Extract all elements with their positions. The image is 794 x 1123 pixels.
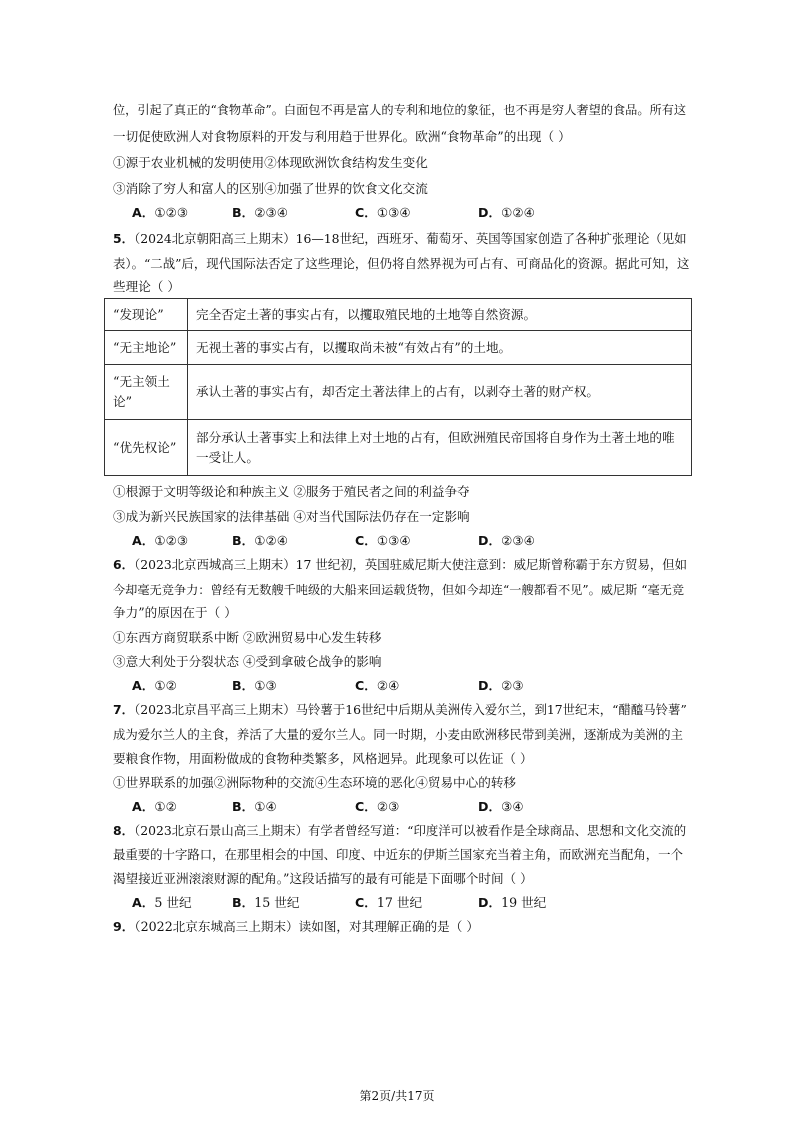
question-8-line: 渴望接近亚洲滚滚财源的配角。”这段话描写的最有可能是下面哪个时间（ ） (113, 871, 533, 886)
question-5-line: ①根源于文明等级论和种族主义 ②服务于殖民者之间的利益争夺 (113, 484, 470, 499)
table-row (105, 365, 692, 420)
question-7-line: ①世界联系的加强②洲际物种的交流④生态环境的恶化④贸易中心的转移 (113, 775, 516, 790)
theory-name: “无主地论” (105, 331, 188, 365)
option-c: C．①③④ (355, 533, 411, 548)
question-7-line: 要粮食作物，用面粉做成的食物种类繁多，风格迥异。此现象可以佐证（ ） (113, 751, 533, 766)
option-c: C．②③ (355, 799, 400, 814)
option-d: D．③④ (478, 799, 524, 814)
answer-options (132, 895, 692, 911)
question-number: 8． (113, 823, 135, 838)
theory-name: “无主领土论” (105, 365, 188, 420)
theory-name: “优先权论” (105, 420, 188, 476)
option-d: D．①②④ (478, 205, 535, 220)
question-number: 6． (113, 557, 135, 572)
question-6-line: 6．（2023北京西城高三上期末）17 世纪初，英国驻威尼斯大使注意到：威尼斯曾称霸于东方贸易，但如 (113, 557, 688, 572)
answer-options (132, 678, 692, 694)
option-d: D．②③④ (478, 533, 535, 548)
question-6-line: ①东西方商贸联系中断 ②欧洲贸易中心发生转移 (113, 630, 382, 645)
question-6-line: 今却毫无竞争力：曾经有无数艘千吨级的大船来回运载货物，但如今却连“一艘都看不见”。威尼斯 “毫无竞 (113, 583, 685, 597)
page-footer: 第2页/共17页 (359, 1089, 435, 1103)
theory-name: “发现论” (105, 299, 188, 331)
option-a: A．①②③ (132, 533, 189, 548)
answer-options (132, 799, 692, 815)
option-b: B．①④ (232, 799, 277, 814)
option-a: A．①② (132, 678, 177, 693)
answer-options (132, 533, 692, 549)
option-b: B．②③④ (232, 205, 289, 220)
table-row (105, 299, 692, 331)
question-number: 7． (113, 702, 135, 717)
option-a: A．5 世纪 (132, 895, 192, 910)
option-b: B．①②④ (232, 533, 289, 548)
question-number: 9． (113, 919, 135, 934)
option-a: A．①② (132, 799, 177, 814)
option-a: A．①②③ (132, 205, 189, 220)
theory-table (104, 298, 692, 476)
theory-desc: 部分承认土著事实上和法律上对土地的占有，但欧洲殖民帝国将自身作为土著土地的唯一受让人。 (188, 420, 692, 476)
question-5-line: ③成为新兴民族国家的法律基础 ④对当代国际法仍存在一定影响 (113, 509, 470, 524)
question-number: 5． (113, 231, 135, 246)
answer-options (132, 205, 692, 221)
question-9-line: 9．（2022北京东城高三上期末）读如图，对其理解正确的是（ ） (113, 919, 479, 934)
option-d: D．19 世纪 (478, 895, 547, 910)
question-6-line: 争力”的原因在于（ ） (113, 605, 237, 620)
question-7-line: 成为爱尔兰人的主食，养活了大量的爱尔兰人。同一时期，小麦由欧洲移民带到美洲，逐渐成为美洲的主 (113, 727, 683, 742)
intro-line: ③消除了穷人和富人的区别④加强了世界的饮食文化交流 (113, 181, 428, 196)
question-5-line: 些理论（ ） (113, 279, 180, 294)
question-8-line: 8．（2023北京石景山高三上期末）有学者曾经写道：“印度洋可以被看作是全球商品、思想和文化交流的 (113, 823, 687, 838)
theory-desc: 承认土著的事实占有，却否定土著法律上的占有，以剥夺土著的财产权。 (188, 365, 692, 420)
question-5-line: 表）。“二战”后，现代国际法否定了这些理论，但仍将自然界视为可占有、可商品化的资源。据此可知，这 (113, 256, 690, 271)
option-d: D．②③ (478, 678, 524, 693)
question-8-line: 最重要的十字路口，在那里相会的中国、印度、中近东的伊斯兰国家充当着主角，而欧洲充当配角，一个 (113, 847, 683, 862)
option-b: B．①③ (232, 678, 277, 693)
table-row (105, 331, 692, 365)
question-5-line: 5．（2024北京朝阳高三上期末）16—18世纪，西班牙、葡萄牙、英国等国家创造了各种扩张理论（见如 (113, 231, 687, 246)
option-c: C．17 世纪 (355, 895, 423, 910)
option-c: C．②④ (355, 678, 400, 693)
question-7-line: 7．（2023北京昌平高三上期末）马铃薯于16世纪中后期从美洲传入爱尔兰，到17世纪末，“醋醯马铃薯” (113, 702, 687, 717)
intro-line: ①源于农业机械的发明使用②体现欧洲饮食结构发生变化 (113, 155, 428, 170)
option-c: C．①③④ (355, 205, 411, 220)
option-b: B．15 世纪 (232, 895, 300, 910)
table-row (105, 420, 692, 476)
intro-line: 位，引起了真正的“食物革命”。白面包不再是富人的专利和地位的象征，也不再是穷人奢望的食品。所有这 (113, 103, 687, 117)
question-6-line: ③意大利处于分裂状态 ④受到拿破仑战争的影响 (113, 654, 382, 669)
intro-line: 一切促使欧洲人对食物原料的开发与利用趋于世界化。欧洲“食物革命”的出现（ ） (113, 129, 571, 144)
theory-desc: 完全否定土著的事实占有，以攫取殖民地的土地等自然资源。 (188, 299, 692, 331)
theory-desc: 无视土著的事实占有，以攫取尚未被“有效占有”的土地。 (188, 331, 692, 365)
